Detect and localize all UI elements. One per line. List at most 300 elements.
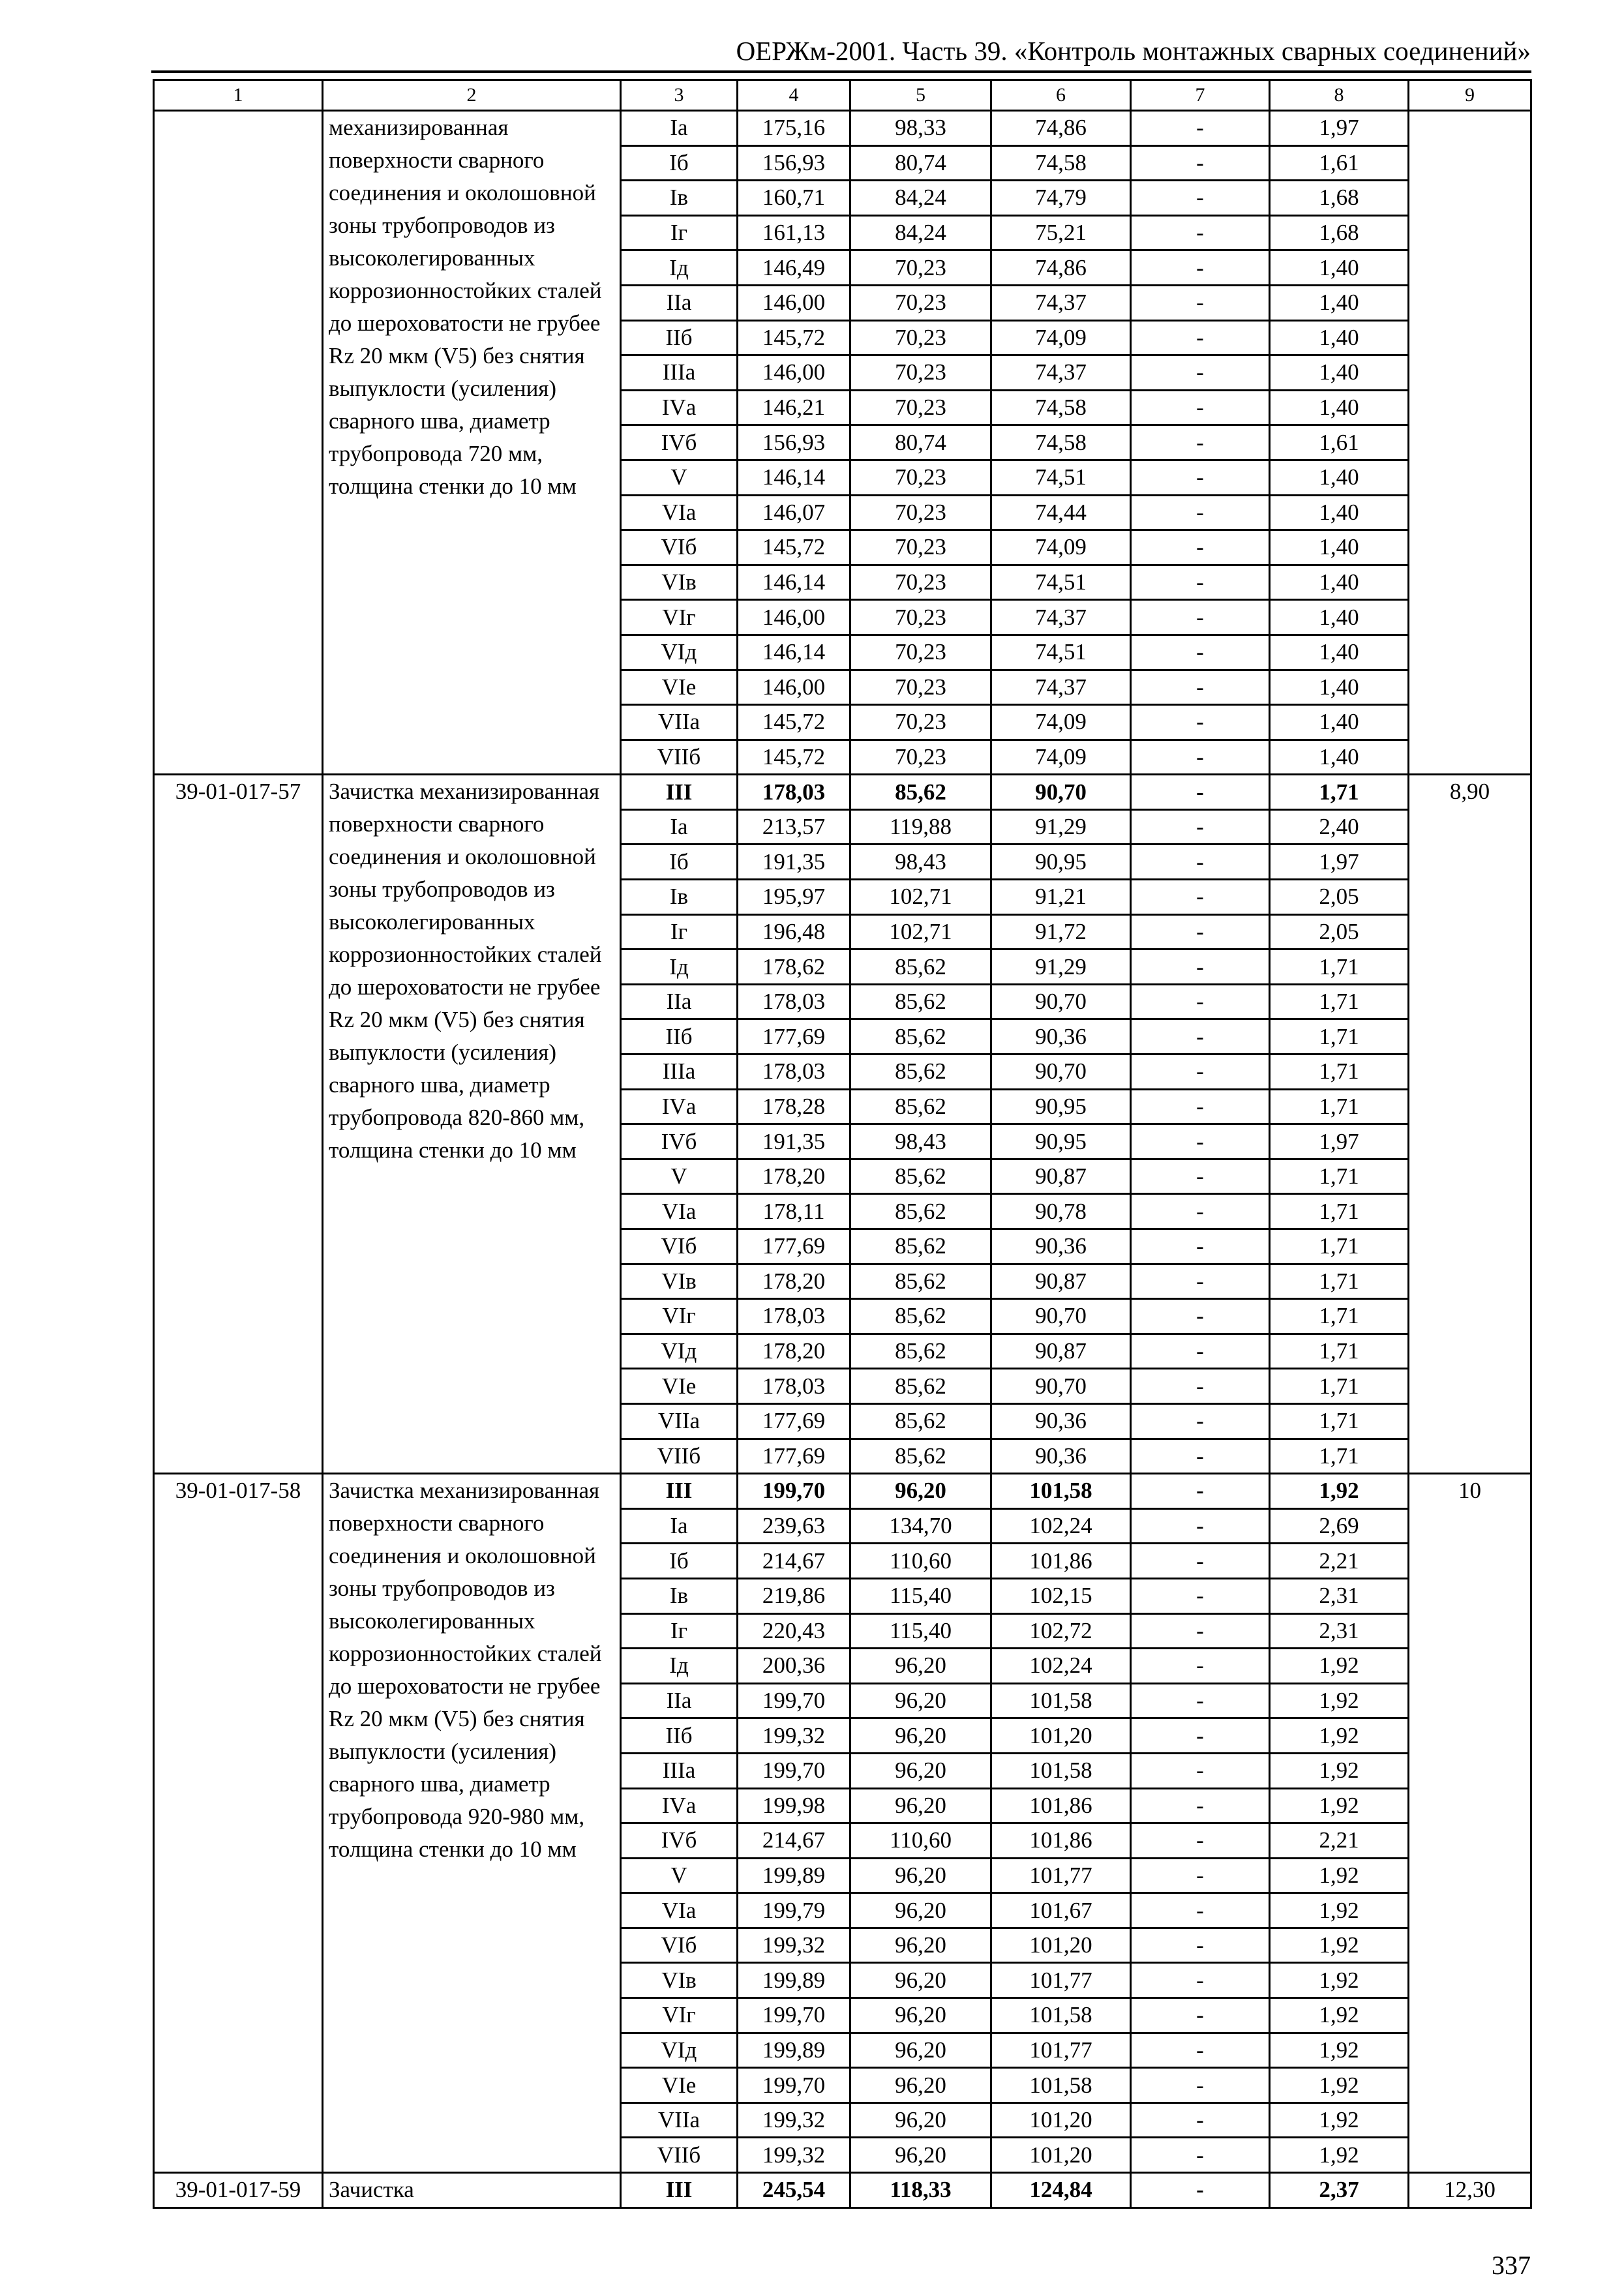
- value-cell-8: 1,92: [1270, 1788, 1409, 1823]
- value-cell-8: 1,71: [1270, 1019, 1409, 1055]
- zone-cell: IIб: [621, 1019, 738, 1055]
- value-cell-5: 118,33: [850, 2173, 991, 2208]
- value-cell-5: 134,70: [850, 1508, 991, 1544]
- value-cell-8: 1,71: [1270, 1089, 1409, 1124]
- value-cell-4: 178,03: [738, 1299, 850, 1334]
- value-cell-6: 101,58: [991, 1753, 1131, 1788]
- value-cell-5: 98,43: [850, 845, 991, 880]
- value-cell-6: 74,86: [991, 111, 1131, 146]
- value-cell-7: -: [1131, 635, 1270, 670]
- value-cell-5: 85,62: [850, 1299, 991, 1334]
- value-cell-8: 1,71: [1270, 1055, 1409, 1090]
- value-cell-6: 74,86: [991, 250, 1131, 286]
- value-cell-8: 1,40: [1270, 355, 1409, 391]
- page-number: 337: [1492, 2251, 1531, 2280]
- zone-cell: Iа: [621, 1508, 738, 1544]
- value-cell-5: 96,20: [850, 2102, 991, 2138]
- value-cell-6: 101,20: [991, 1718, 1131, 1754]
- value-cell-5: 96,20: [850, 1928, 991, 1963]
- value-cell-5: 70,23: [850, 740, 991, 775]
- value-cell-4: 145,72: [738, 740, 850, 775]
- value-cell-7: -: [1131, 1334, 1270, 1369]
- value-cell-4: 146,00: [738, 355, 850, 391]
- value-cell-8: 1,92: [1270, 2068, 1409, 2103]
- value-cell-4: 191,35: [738, 1124, 850, 1159]
- value-cell-6: 90,70: [991, 775, 1131, 810]
- value-cell-7: -: [1131, 809, 1270, 845]
- value-cell-8: 1,97: [1270, 111, 1409, 146]
- value-cell-6: 74,79: [991, 181, 1131, 216]
- value-cell-5: 80,74: [850, 145, 991, 181]
- zone-cell: Iг: [621, 215, 738, 250]
- value-cell-4: 146,00: [738, 670, 850, 705]
- value-cell-8: 1,92: [1270, 1963, 1409, 1998]
- value-cell-4: 219,86: [738, 1578, 850, 1613]
- value-cell-7: -: [1131, 1055, 1270, 1090]
- value-cell-7: -: [1131, 530, 1270, 565]
- value-cell-5: 102,71: [850, 880, 991, 915]
- value-cell-7: -: [1131, 1229, 1270, 1264]
- value-cell-4: 191,35: [738, 845, 850, 880]
- value-cell-4: 161,13: [738, 215, 850, 250]
- work-description-cell: механизированная поверхности сварного соединения и околошовной зоны трубопроводов из высоколегированных коррозионностойких сталей до шероховатости не грубее Rz 20 мкм (V5) без снятия выпуклости (усиления) сварного шва, диаметр трубопровода 720 мм, толщина стенки до 10 мм: [323, 111, 621, 775]
- zone-cell: Iб: [621, 1544, 738, 1579]
- value-cell-6: 74,51: [991, 460, 1131, 495]
- zone-cell: VIIа: [621, 1403, 738, 1439]
- value-cell-4: 146,49: [738, 250, 850, 286]
- value-cell-6: 90,87: [991, 1334, 1131, 1369]
- value-cell-6: 74,58: [991, 390, 1131, 425]
- value-cell-7: -: [1131, 1369, 1270, 1404]
- zone-cell: Iа: [621, 111, 738, 146]
- zone-cell: VIа: [621, 1194, 738, 1229]
- value-cell-8: 1,92: [1270, 1858, 1409, 1893]
- value-cell-4: 146,07: [738, 495, 850, 530]
- value-cell-7: -: [1131, 145, 1270, 181]
- value-cell-8: 1,40: [1270, 250, 1409, 286]
- value-cell-4: 199,89: [738, 2033, 850, 2068]
- value-cell-7: -: [1131, 1299, 1270, 1334]
- value-cell-7: -: [1131, 390, 1270, 425]
- zone-cell: VIг: [621, 600, 738, 635]
- value-cell-6: 101,86: [991, 1788, 1131, 1823]
- value-cell-8: 1,40: [1270, 390, 1409, 425]
- value-cell-5: 96,20: [850, 1649, 991, 1684]
- value-cell-6: 74,58: [991, 145, 1131, 181]
- value-cell-7: -: [1131, 1019, 1270, 1055]
- zone-cell: Iб: [621, 845, 738, 880]
- value-cell-5: 70,23: [850, 670, 991, 705]
- value-cell-8: 1,40: [1270, 635, 1409, 670]
- value-cell-8: 1,40: [1270, 705, 1409, 740]
- zone-cell: Iг: [621, 1613, 738, 1649]
- value-cell-5: 70,23: [850, 600, 991, 635]
- column-number-cell: 1: [154, 80, 323, 111]
- value-cell-6: 74,58: [991, 425, 1131, 460]
- value-cell-6: 102,24: [991, 1649, 1131, 1684]
- rate-code-cell: [154, 111, 323, 775]
- value-cell-7: -: [1131, 1403, 1270, 1439]
- value-cell-6: 90,70: [991, 1299, 1131, 1334]
- zone-cell: VIд: [621, 1334, 738, 1369]
- value-cell-8: 1,92: [1270, 1928, 1409, 1963]
- value-cell-4: 199,89: [738, 1963, 850, 1998]
- value-cell-8: 1,97: [1270, 845, 1409, 880]
- value-cell-4: 178,20: [738, 1159, 850, 1194]
- value-cell-5: 96,20: [850, 2138, 991, 2173]
- value-cell-7: -: [1131, 1089, 1270, 1124]
- value-cell-4: 177,69: [738, 1439, 850, 1474]
- zone-cell: VIIб: [621, 740, 738, 775]
- total-cell: 10: [1409, 1474, 1531, 2173]
- zone-cell: Iд: [621, 950, 738, 985]
- value-cell-5: 96,20: [850, 1683, 991, 1718]
- zone-cell: Iд: [621, 1649, 738, 1684]
- value-cell-5: 115,40: [850, 1578, 991, 1613]
- value-cell-4: 199,32: [738, 2138, 850, 2173]
- value-cell-7: -: [1131, 2068, 1270, 2103]
- value-cell-7: -: [1131, 2138, 1270, 2173]
- value-cell-6: 101,77: [991, 2033, 1131, 2068]
- value-cell-8: 1,71: [1270, 1159, 1409, 1194]
- zone-cell: VIд: [621, 2033, 738, 2068]
- value-cell-7: -: [1131, 2173, 1270, 2208]
- value-cell-5: 70,23: [850, 495, 991, 530]
- value-cell-5: 85,62: [850, 1369, 991, 1404]
- value-cell-8: 2,05: [1270, 880, 1409, 915]
- value-cell-8: 1,71: [1270, 950, 1409, 985]
- value-cell-8: 1,40: [1270, 285, 1409, 320]
- table-row: [154, 1474, 1531, 1509]
- value-cell-7: -: [1131, 460, 1270, 495]
- value-cell-7: -: [1131, 984, 1270, 1019]
- value-cell-7: -: [1131, 1264, 1270, 1299]
- zone-cell: IIа: [621, 1683, 738, 1718]
- value-cell-6: 101,58: [991, 2068, 1131, 2103]
- column-number-cell: 7: [1131, 80, 1270, 111]
- column-number-row: [154, 80, 1531, 111]
- value-cell-7: -: [1131, 1159, 1270, 1194]
- value-cell-5: 70,23: [850, 705, 991, 740]
- value-cell-6: 90,95: [991, 1124, 1131, 1159]
- value-cell-5: 96,20: [850, 2033, 991, 2068]
- value-cell-6: 90,70: [991, 1055, 1131, 1090]
- column-number-cell: 6: [991, 80, 1131, 111]
- value-cell-8: 2,69: [1270, 1508, 1409, 1544]
- value-cell-7: -: [1131, 1823, 1270, 1859]
- value-cell-8: 1,71: [1270, 1334, 1409, 1369]
- value-cell-6: 91,72: [991, 914, 1131, 950]
- value-cell-5: 96,20: [850, 1998, 991, 2033]
- value-cell-8: 1,92: [1270, 1718, 1409, 1754]
- value-cell-6: 91,29: [991, 809, 1131, 845]
- value-cell-8: 1,40: [1270, 495, 1409, 530]
- value-cell-5: 98,33: [850, 111, 991, 146]
- value-cell-7: -: [1131, 914, 1270, 950]
- value-cell-8: 1,71: [1270, 1439, 1409, 1474]
- value-cell-4: 178,03: [738, 984, 850, 1019]
- value-cell-5: 115,40: [850, 1613, 991, 1649]
- value-cell-4: 146,14: [738, 635, 850, 670]
- table-row: [154, 111, 1531, 146]
- value-cell-5: 85,62: [850, 1334, 991, 1369]
- value-cell-7: -: [1131, 250, 1270, 286]
- zone-cell: IVб: [621, 425, 738, 460]
- value-cell-5: 96,20: [850, 1753, 991, 1788]
- value-cell-5: 70,23: [850, 635, 991, 670]
- value-cell-4: 160,71: [738, 181, 850, 216]
- zone-cell: VIв: [621, 1264, 738, 1299]
- value-cell-4: 196,48: [738, 914, 850, 950]
- value-cell-8: 1,92: [1270, 1998, 1409, 2033]
- total-cell: 8,90: [1409, 775, 1531, 1474]
- zone-cell: IIб: [621, 320, 738, 355]
- value-cell-6: 101,86: [991, 1823, 1131, 1859]
- value-cell-5: 70,23: [850, 250, 991, 286]
- value-cell-7: -: [1131, 111, 1270, 146]
- value-cell-6: 90,36: [991, 1229, 1131, 1264]
- zone-cell: IIIа: [621, 1055, 738, 1090]
- zone-cell: IVб: [621, 1124, 738, 1159]
- table-row: [154, 775, 1531, 810]
- zone-cell: Iа: [621, 809, 738, 845]
- column-number-cell: 9: [1409, 80, 1531, 111]
- value-cell-8: 1,61: [1270, 145, 1409, 181]
- value-cell-7: -: [1131, 1683, 1270, 1718]
- value-cell-8: 2,40: [1270, 809, 1409, 845]
- zone-cell: IIб: [621, 1718, 738, 1754]
- value-cell-8: 1,61: [1270, 425, 1409, 460]
- value-cell-4: 177,69: [738, 1403, 850, 1439]
- value-cell-8: 2,31: [1270, 1578, 1409, 1613]
- value-cell-5: 70,23: [850, 390, 991, 425]
- zone-cell: VIIб: [621, 1439, 738, 1474]
- value-cell-8: 1,92: [1270, 1753, 1409, 1788]
- value-cell-6: 90,78: [991, 1194, 1131, 1229]
- zone-cell: VIг: [621, 1299, 738, 1334]
- rates-table: [153, 79, 1532, 2209]
- value-cell-6: 101,58: [991, 1474, 1131, 1509]
- zone-cell: Iв: [621, 181, 738, 216]
- value-cell-7: -: [1131, 1788, 1270, 1823]
- total-cell: [1409, 111, 1531, 775]
- value-cell-4: 145,72: [738, 530, 850, 565]
- value-cell-6: 90,95: [991, 1089, 1131, 1124]
- value-cell-5: 85,62: [850, 1194, 991, 1229]
- value-cell-7: -: [1131, 1544, 1270, 1579]
- value-cell-5: 85,62: [850, 775, 991, 810]
- zone-cell: Iб: [621, 145, 738, 181]
- value-cell-4: 178,03: [738, 1369, 850, 1404]
- value-cell-7: -: [1131, 2102, 1270, 2138]
- value-cell-8: 1,40: [1270, 530, 1409, 565]
- value-cell-4: 199,70: [738, 1683, 850, 1718]
- zone-cell: IIа: [621, 285, 738, 320]
- value-cell-5: 70,23: [850, 285, 991, 320]
- value-cell-6: 90,87: [991, 1264, 1131, 1299]
- value-cell-6: 101,86: [991, 1544, 1131, 1579]
- value-cell-5: 85,62: [850, 1264, 991, 1299]
- value-cell-6: 101,20: [991, 2102, 1131, 2138]
- work-description-cell: Зачистка: [323, 2173, 621, 2208]
- zone-cell: IIIа: [621, 1753, 738, 1788]
- value-cell-7: -: [1131, 495, 1270, 530]
- value-cell-5: 80,74: [850, 425, 991, 460]
- value-cell-6: 74,09: [991, 705, 1131, 740]
- zone-cell: Iг: [621, 914, 738, 950]
- zone-cell: VIа: [621, 495, 738, 530]
- value-cell-4: 200,36: [738, 1649, 850, 1684]
- value-cell-5: 96,20: [850, 2068, 991, 2103]
- zone-cell: VIа: [621, 1893, 738, 1928]
- zone-cell: V: [621, 1159, 738, 1194]
- value-cell-8: 1,71: [1270, 1369, 1409, 1404]
- value-cell-4: 199,32: [738, 1718, 850, 1754]
- value-cell-6: 74,37: [991, 600, 1131, 635]
- value-cell-8: 1,97: [1270, 1124, 1409, 1159]
- zone-cell: VIб: [621, 530, 738, 565]
- value-cell-8: 1,92: [1270, 1683, 1409, 1718]
- value-cell-7: -: [1131, 1753, 1270, 1788]
- value-cell-4: 214,67: [738, 1823, 850, 1859]
- zone-cell: III: [621, 2173, 738, 2208]
- value-cell-7: -: [1131, 181, 1270, 216]
- value-cell-6: 101,77: [991, 1858, 1131, 1893]
- value-cell-8: 1,92: [1270, 2033, 1409, 2068]
- value-cell-7: -: [1131, 2033, 1270, 2068]
- value-cell-6: 101,58: [991, 1683, 1131, 1718]
- value-cell-6: 74,44: [991, 495, 1131, 530]
- value-cell-8: 2,21: [1270, 1823, 1409, 1859]
- value-cell-7: -: [1131, 600, 1270, 635]
- value-cell-8: 1,71: [1270, 1403, 1409, 1439]
- value-cell-7: -: [1131, 670, 1270, 705]
- value-cell-5: 70,23: [850, 530, 991, 565]
- value-cell-5: 70,23: [850, 460, 991, 495]
- value-cell-7: -: [1131, 425, 1270, 460]
- value-cell-4: 146,14: [738, 565, 850, 600]
- value-cell-6: 91,21: [991, 880, 1131, 915]
- value-cell-8: 2,31: [1270, 1613, 1409, 1649]
- column-number-cell: 3: [621, 80, 738, 111]
- value-cell-7: -: [1131, 1474, 1270, 1509]
- value-cell-8: 1,40: [1270, 320, 1409, 355]
- value-cell-8: 1,92: [1270, 2138, 1409, 2173]
- value-cell-4: 178,03: [738, 775, 850, 810]
- value-cell-6: 101,20: [991, 2138, 1131, 2173]
- value-cell-4: 145,72: [738, 320, 850, 355]
- value-cell-8: 1,71: [1270, 1229, 1409, 1264]
- value-cell-5: 96,20: [850, 1718, 991, 1754]
- value-cell-5: 119,88: [850, 809, 991, 845]
- value-cell-5: 85,62: [850, 1439, 991, 1474]
- value-cell-7: -: [1131, 1928, 1270, 1963]
- value-cell-4: 156,93: [738, 425, 850, 460]
- value-cell-4: 178,20: [738, 1334, 850, 1369]
- zone-cell: IVа: [621, 1089, 738, 1124]
- value-cell-7: -: [1131, 1649, 1270, 1684]
- value-cell-4: 199,32: [738, 2102, 850, 2138]
- value-cell-8: 1,92: [1270, 1893, 1409, 1928]
- value-cell-5: 85,62: [850, 1229, 991, 1264]
- value-cell-7: -: [1131, 775, 1270, 810]
- zone-cell: III: [621, 775, 738, 810]
- value-cell-4: 239,63: [738, 1508, 850, 1544]
- zone-cell: IVа: [621, 1788, 738, 1823]
- value-cell-8: 1,71: [1270, 1194, 1409, 1229]
- value-cell-7: -: [1131, 1858, 1270, 1893]
- value-cell-6: 101,58: [991, 1998, 1131, 2033]
- value-cell-7: -: [1131, 1578, 1270, 1613]
- value-cell-5: 85,62: [850, 1089, 991, 1124]
- value-cell-5: 110,60: [850, 1823, 991, 1859]
- value-cell-8: 1,40: [1270, 600, 1409, 635]
- value-cell-5: 110,60: [850, 1544, 991, 1579]
- value-cell-8: 1,71: [1270, 1264, 1409, 1299]
- value-cell-8: 2,37: [1270, 2173, 1409, 2208]
- value-cell-6: 90,70: [991, 1369, 1131, 1404]
- value-cell-4: 199,89: [738, 1858, 850, 1893]
- value-cell-6: 74,51: [991, 635, 1131, 670]
- zone-cell: Iд: [621, 250, 738, 286]
- value-cell-6: 101,20: [991, 1928, 1131, 1963]
- value-cell-6: 74,37: [991, 355, 1131, 391]
- value-cell-5: 96,20: [850, 1893, 991, 1928]
- value-cell-6: 90,95: [991, 845, 1131, 880]
- column-number-cell: 5: [850, 80, 991, 111]
- value-cell-6: 90,36: [991, 1403, 1131, 1439]
- value-cell-5: 85,62: [850, 1403, 991, 1439]
- value-cell-8: 1,40: [1270, 740, 1409, 775]
- value-cell-7: -: [1131, 1718, 1270, 1754]
- zone-cell: VIIб: [621, 2138, 738, 2173]
- value-cell-5: 70,23: [850, 355, 991, 391]
- value-cell-7: -: [1131, 845, 1270, 880]
- value-cell-8: 1,92: [1270, 1474, 1409, 1509]
- work-description-cell: Зачистка механизированная поверхности сварного соединения и околошовной зоны трубопроводов из высоколегированных коррозионностойких сталей до шероховатости не грубее Rz 20 мкм (V5) без снятия выпуклости (усиления) сварного шва, диаметр трубопровода 920-980 мм, толщина стенки до 10 мм: [323, 1474, 621, 2173]
- value-cell-4: 177,69: [738, 1019, 850, 1055]
- value-cell-4: 178,28: [738, 1089, 850, 1124]
- zone-cell: IVа: [621, 390, 738, 425]
- value-cell-5: 70,23: [850, 320, 991, 355]
- value-cell-6: 90,36: [991, 1019, 1131, 1055]
- zone-cell: VIIа: [621, 2102, 738, 2138]
- value-cell-5: 85,62: [850, 1159, 991, 1194]
- value-cell-8: 1,92: [1270, 1649, 1409, 1684]
- zone-cell: VIв: [621, 565, 738, 600]
- value-cell-6: 74,37: [991, 285, 1131, 320]
- value-cell-7: -: [1131, 1998, 1270, 2033]
- value-cell-4: 199,98: [738, 1788, 850, 1823]
- value-cell-4: 199,70: [738, 2068, 850, 2103]
- value-cell-8: 1,68: [1270, 215, 1409, 250]
- value-cell-4: 146,00: [738, 285, 850, 320]
- rate-code-cell: 39-01-017-58: [154, 1474, 323, 2173]
- zone-cell: VIв: [621, 1963, 738, 1998]
- value-cell-4: 213,57: [738, 809, 850, 845]
- value-cell-7: -: [1131, 355, 1270, 391]
- value-cell-5: 96,20: [850, 1788, 991, 1823]
- zone-cell: VIб: [621, 1928, 738, 1963]
- zone-cell: Iв: [621, 880, 738, 915]
- value-cell-6: 75,21: [991, 215, 1131, 250]
- value-cell-4: 199,79: [738, 1893, 850, 1928]
- value-cell-8: 1,71: [1270, 984, 1409, 1019]
- value-cell-8: 1,71: [1270, 775, 1409, 810]
- value-cell-6: 74,37: [991, 670, 1131, 705]
- page-header-title: ОЕРЖм-2001. Часть 39. «Контроль монтажных сварных соединений»: [736, 36, 1531, 66]
- value-cell-6: 74,09: [991, 320, 1131, 355]
